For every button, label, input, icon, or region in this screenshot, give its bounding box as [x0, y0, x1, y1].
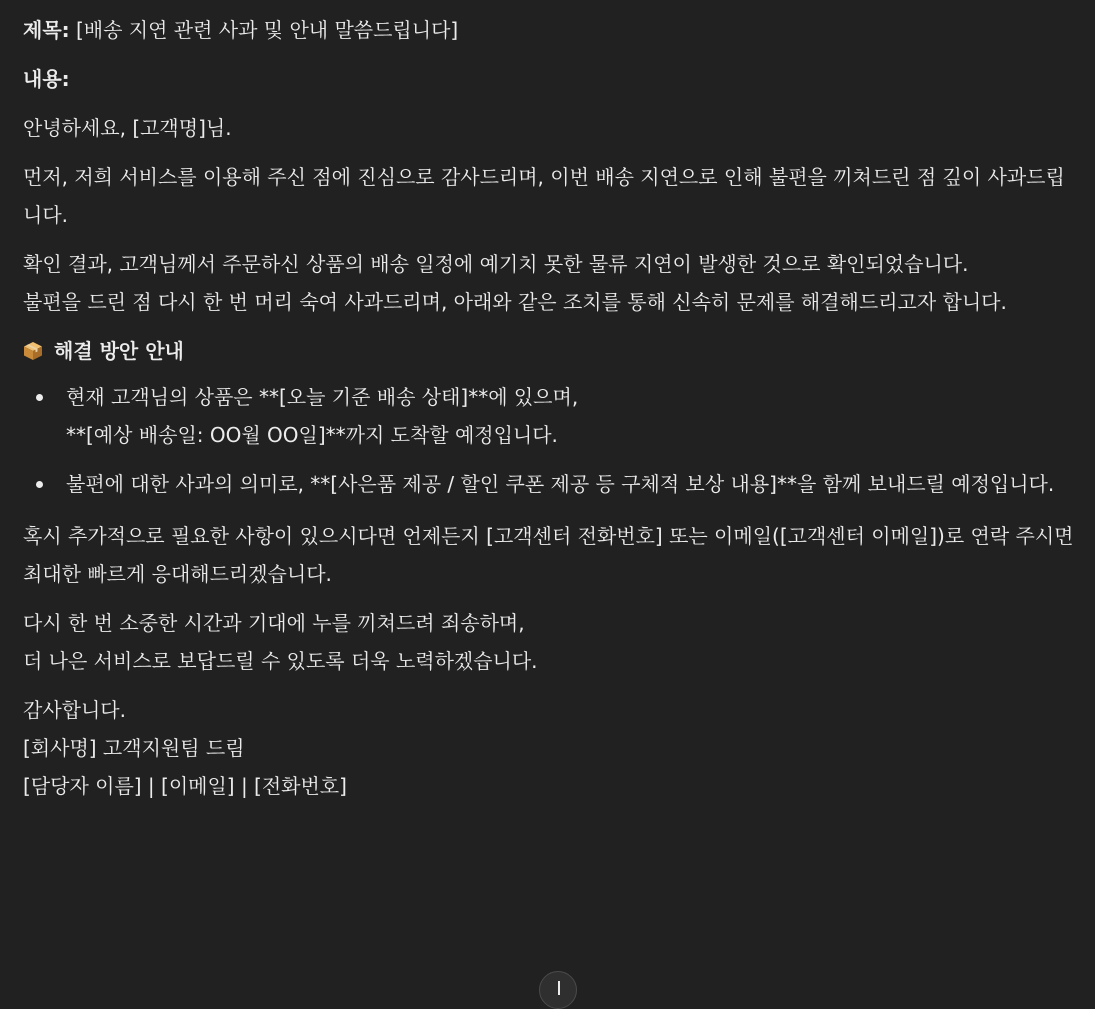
contact-line-2: 최대한 빠르게 응대해드리겠습니다. — [23, 562, 332, 586]
closing-apology-line-1: 다시 한 번 소중한 시간과 기대에 누를 끼쳐드려 죄송하며, — [23, 611, 525, 635]
closing-apology-paragraph — [23, 604, 1083, 680]
list-item-line-1: 현재 고객님의 상품은 **[오늘 기준 배송 상태]**에 있으며, — [66, 385, 579, 409]
bullet-dot — [36, 394, 43, 401]
signature-company: [회사명] 고객지원팀 드림 — [23, 736, 245, 760]
list-item — [23, 378, 1083, 454]
message-body — [23, 11, 1083, 816]
greeting: 안녕하세요, [고객명]님. — [23, 116, 232, 140]
intro-paragraph: 먼저, 저희 서비스를 이용해 주신 점에 진심으로 감사드리며, 이번 배송 지연으로 인해 불편을 끼쳐드린 점 깊이 사과드립니다. — [23, 165, 1065, 227]
list-item-line-1: 불편에 대한 사과의 의미로, **[사은품 제공 / 할인 쿠폰 제공 등 구체적 보상 내용]**을 함께 보내드릴 예정입니다. — [66, 472, 1055, 496]
list-item — [23, 465, 1083, 503]
signature-block — [23, 691, 1083, 805]
scroll-to-bottom-button[interactable] — [539, 971, 577, 1009]
closing-apology-line-2: 더 나은 서비스로 보답드릴 수 있도록 더욱 노력하겠습니다. — [23, 649, 538, 673]
subject-line — [23, 11, 1083, 49]
contact-line-1: 혹시 추가적으로 필요한 사항이 있으시다면 언제든지 [고객센터 전화번호] 또는 이메일([고객센터 이메일])로 연락 주시면 — [23, 524, 1074, 548]
check-result-line-2: 불편을 드린 점 다시 한 번 머리 숙여 사과드리며, 아래와 같은 조치를 통해 신속히 문제를 해결해드리고자 합니다. — [23, 290, 1007, 314]
signature-thanks: 감사합니다. — [23, 698, 126, 722]
signature-contact: [담당자 이름] | [이메일] | [전화번호] — [23, 774, 347, 798]
content-label: 내용: — [23, 67, 70, 91]
contact-paragraph — [23, 517, 1083, 593]
subject-label: 제목: — [23, 18, 70, 42]
solution-title: 해결 방안 안내 — [54, 339, 184, 363]
list-item-line-2: **[예상 배송일: OO월 OO일]**까지 도착할 예정입니다. — [66, 423, 558, 447]
arrow-down-icon — [558, 981, 560, 995]
solution-heading — [23, 332, 1083, 370]
bullet-dot — [36, 481, 43, 488]
solution-list — [23, 378, 1083, 503]
package-icon — [23, 341, 43, 361]
check-result-line-1: 확인 결과, 고객님께서 주문하신 상품의 배송 일정에 예기치 못한 물류 지연이 발생한 것으로 확인되었습니다. — [23, 252, 969, 276]
subject-text: [배송 지연 관련 사과 및 안내 말씀드립니다] — [69, 18, 459, 42]
check-result-paragraph — [23, 245, 1083, 321]
